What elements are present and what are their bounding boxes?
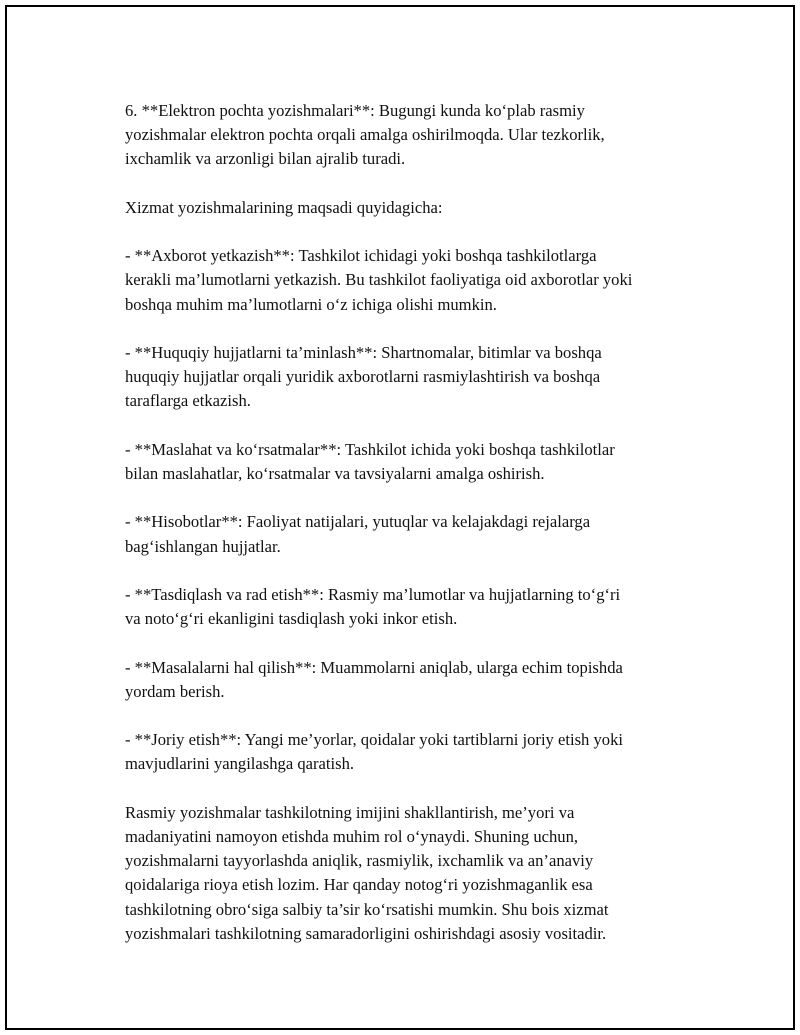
paragraph-purpose-heading: Xizmat yozishmalarining maqsadi quyidagicha: xyxy=(125,197,443,217)
list-item-reports: - **Hisobotlar**: Faoliyat natijalari, yutuqlar va kelajakdagi rejalarga bag‘ishlangan hujjatlar. xyxy=(125,512,591,556)
list-item-confirmation-rejection: - **Tasdiqlash va rad etish**: Rasmiy ma’lumotlar va hujjatlarning to‘g‘ri va noto‘g‘ri ekanligini tasdiqlash yoki inkor etish. xyxy=(125,584,621,629)
paragraph-conclusion: Rasmiy yozishmalar tashkilotning imijini shakllantirish, me’yori va madaniyatini namoyon etishda muhim rol o‘ynaydi. Shuning uchun, yozishmalarni tayyorlashda aniqlik, rasmiylik, ixchamlik va an’anaviy qoidalariga rioya etish lozim. Har qanday notog‘ri yozishmaganlik esa tashkilotning obro‘siga salbiy ta’sir ko‘rsatishi mumkin. Shu bois xizmat yozishmalari tashkilotning samaradorligini oshirishdagi asosiy vositadir. xyxy=(125,802,609,943)
list-item-legal-documents: - **Huquqiy hujjatlarni ta’minlash**: Shartnomalar, bitimlar va boshqa huquqiy hujjatlar orqali yuridik axborotlarni rasmiylashtirish va boshqa taraflarga etkazish. xyxy=(125,342,602,411)
page-frame xyxy=(5,5,795,1030)
list-item-problem-solving: - **Masalalarni hal qilish**: Muammolarni aniqlab, ularga echim topishda yordam berish. xyxy=(125,657,623,701)
list-item-information-delivery: - **Axborot yetkazish**: Tashkilot ichidagi yoki boshqa tashkilotlarga kerakli ma’lumotlarni yetkazish. Bu tashkilot faoliyatiga oid axborotlar yoki boshqa muhim ma’lumotlarni o‘z ichiga olishi mumkin. xyxy=(125,246,633,314)
list-item-advice-instructions: - **Maslahat va ko‘rsatmalar**: Tashkilot ichida yoki boshqa tashkilotlar bilan maslahatlar, ko‘rsatmalar va tavsiyalarni amalga oshirish. xyxy=(125,439,615,483)
paragraph-email-correspondence: 6. **Elektron pochta yozishmalari**: Bugungi kunda ko‘plab rasmiy yozishmalar elektron pochta orqali amalga oshirilmoqda. Ular tezkorlik, ixchamlik va arzonligi bilan ajralib turadi. xyxy=(125,101,605,169)
page-content xyxy=(125,99,705,946)
list-item-implementation: - **Joriy etish**: Yangi me’yorlar, qoidalar yoki tartiblarni joriy etish yoki mavjudlarini yangilashga qaratish. xyxy=(125,730,623,774)
